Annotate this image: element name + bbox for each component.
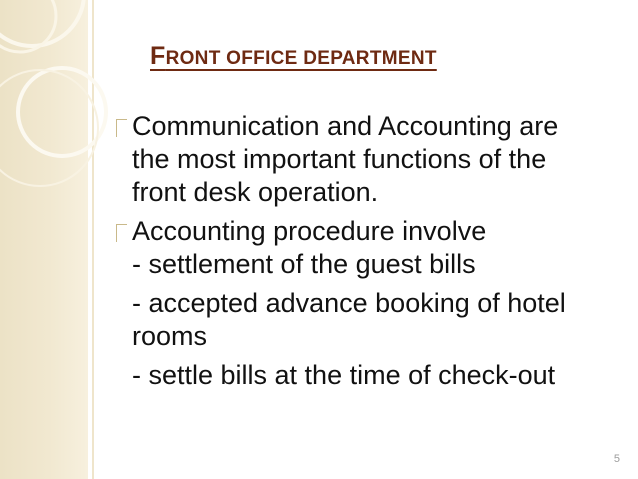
sub-item-2: - accepted advance booking of hotel rooms [132, 288, 566, 351]
slide-title-rest: RONT OFFICE DEPARTMENT [165, 48, 437, 69]
sub-item-3: - settle bills at the time of check-out [132, 360, 556, 390]
sub-item-1: - settlement of the guest bills [132, 249, 476, 279]
bullet-text-2: Accounting procedure involve [132, 216, 487, 246]
bullet-text-1: Communication and Accounting are the most important functions of the front desk operation. [132, 111, 559, 207]
bullet-paragraph-2 [112, 215, 592, 248]
slide-title-initial: F [150, 42, 166, 70]
page-number: 5 [613, 453, 620, 465]
slide-title [150, 42, 437, 71]
bullet-paragraph-1 [112, 110, 592, 209]
slide-body [112, 110, 592, 392]
bullet-marker-icon [116, 224, 127, 242]
decorative-rings-icon [0, 0, 120, 479]
bullet-marker-icon [116, 119, 127, 137]
